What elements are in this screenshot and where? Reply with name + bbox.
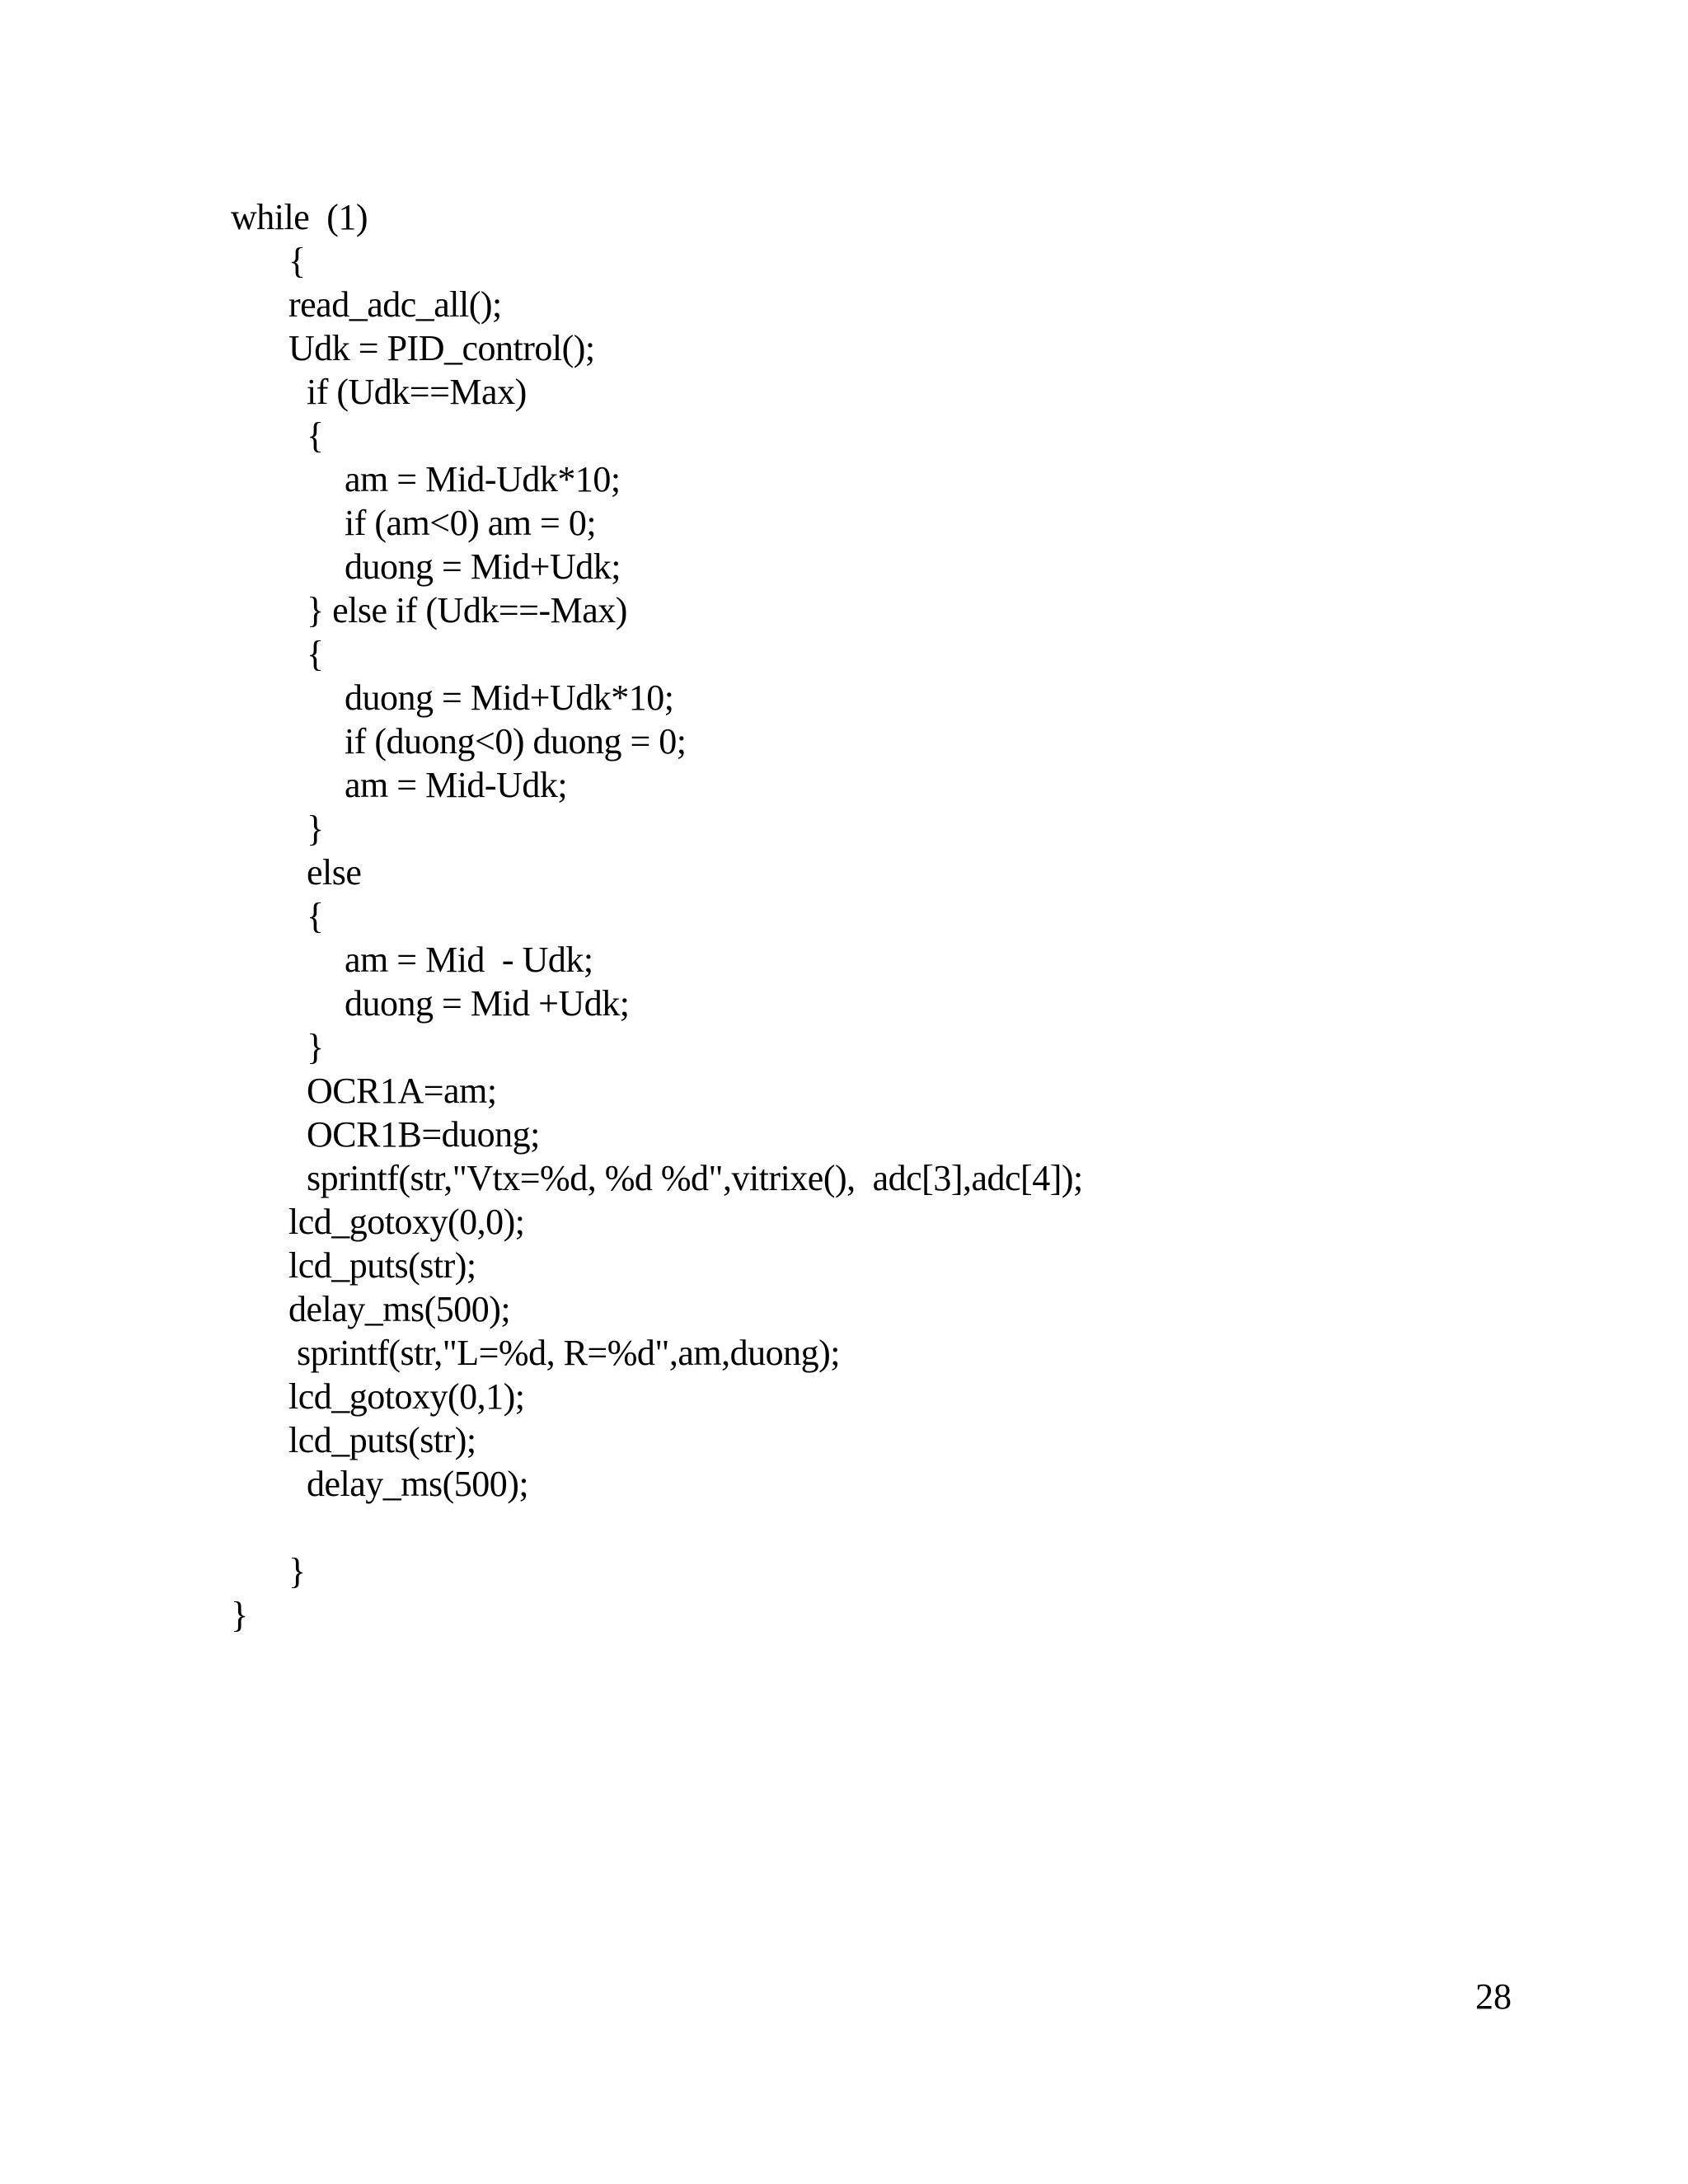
code-line-30: delay_ms(500);: [307, 1464, 529, 1504]
code-line-15: }: [307, 808, 324, 849]
code-line-21: OCR1A=am;: [307, 1071, 497, 1111]
code-line-7: am = Mid-Udk*10;: [345, 459, 621, 499]
code-line-11: {: [307, 634, 324, 674]
code-line-2: {: [288, 241, 306, 281]
code-line-16: else: [307, 852, 362, 893]
code-line-4: Udk = PID_control();: [288, 328, 595, 368]
code-line-24: lcd_gotoxy(0,0);: [288, 1202, 525, 1242]
code-line-14: am = Mid-Udk;: [345, 765, 568, 805]
code-line-18: am = Mid - Udk;: [345, 940, 593, 980]
code-line-12: duong = Mid+Udk*10;: [345, 677, 674, 718]
code-line-23: sprintf(str,"Vtx=%d, %d %d",vitrixe(), adc[3],adc[4]);: [307, 1158, 1083, 1198]
code-line-26: delay_ms(500);: [288, 1289, 511, 1329]
code-line-8: if (am<0) am = 0;: [345, 503, 597, 543]
page-number: 28: [1475, 1976, 1512, 2017]
code-line-6: {: [307, 415, 324, 456]
code-line-31: }: [288, 1551, 306, 1591]
code-line-10: } else if (Udk==-Max): [307, 590, 627, 630]
code-line-3: read_adc_all();: [288, 284, 502, 325]
code-line-1: while (1): [231, 197, 368, 237]
code-line-9: duong = Mid+Udk;: [345, 546, 621, 587]
code-line-32: }: [231, 1595, 248, 1635]
code-line-5: if (Udk==Max): [307, 372, 527, 412]
code-line-20: }: [307, 1027, 324, 1067]
code-line-25: lcd_puts(str);: [288, 1245, 476, 1286]
code-line-19: duong = Mid +Udk;: [345, 983, 630, 1024]
code-line-13: if (duong<0) duong = 0;: [345, 721, 687, 762]
code-line-22: OCR1B=duong;: [307, 1114, 540, 1155]
code-line-17: {: [307, 896, 324, 936]
code-line-28: lcd_gotoxy(0,1);: [288, 1376, 525, 1417]
code-line-27: sprintf(str,"L=%d, R=%d",am,duong);: [297, 1333, 840, 1373]
code-line-29: lcd_puts(str);: [288, 1420, 476, 1460]
